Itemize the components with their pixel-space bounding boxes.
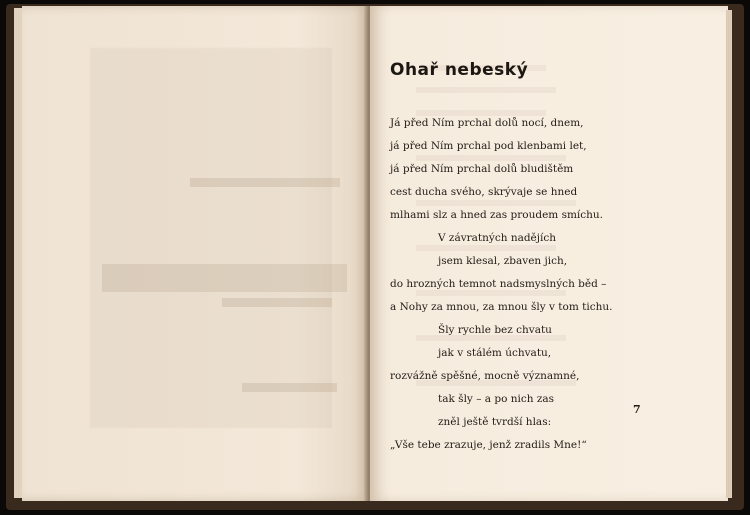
poem-line: Já před Ním prchal dolů nocí, dnem, [390, 117, 584, 129]
poem-line: a Nohy za mnou, za mnou šly v tom tichu. [390, 301, 613, 313]
poem-line: mlhami slz a hned zas proudem smíchu. [390, 209, 604, 221]
poem-line: „Vše tebe zrazuje, jenž zradils Mne!“ [390, 439, 587, 451]
poem-body [390, 112, 612, 457]
poem-line: zněl ještě tvrdší hlas: [438, 416, 552, 428]
poem-line: Šly rychle bez chvatu [438, 324, 552, 336]
poem-line: cest ducha svého, skrývaje se hned [390, 186, 578, 198]
poem-line: rozvážně spěšné, mocně významné, [390, 370, 580, 382]
poem-line: tak šly – a po nich zas [438, 393, 555, 405]
left-page [22, 6, 367, 501]
poem-line: já před Ním prchal dolů bludištěm [390, 163, 574, 175]
poem-line: já před Ním prchal pod klenbami let, [390, 140, 587, 152]
poem-line: V závratných nadějích [438, 232, 557, 244]
poem-line: jsem klesal, zbaven jich, [438, 255, 568, 267]
poem-line: do hrozných temnot nadsmyslných běd – [390, 278, 607, 290]
right-page-edge [726, 10, 732, 498]
show-through-frontispiece [90, 48, 332, 428]
page-number: 7 [633, 403, 641, 416]
poem-title: Ohař nebeský [390, 60, 529, 80]
poem-line: jak v stálém úchvatu, [438, 347, 552, 359]
